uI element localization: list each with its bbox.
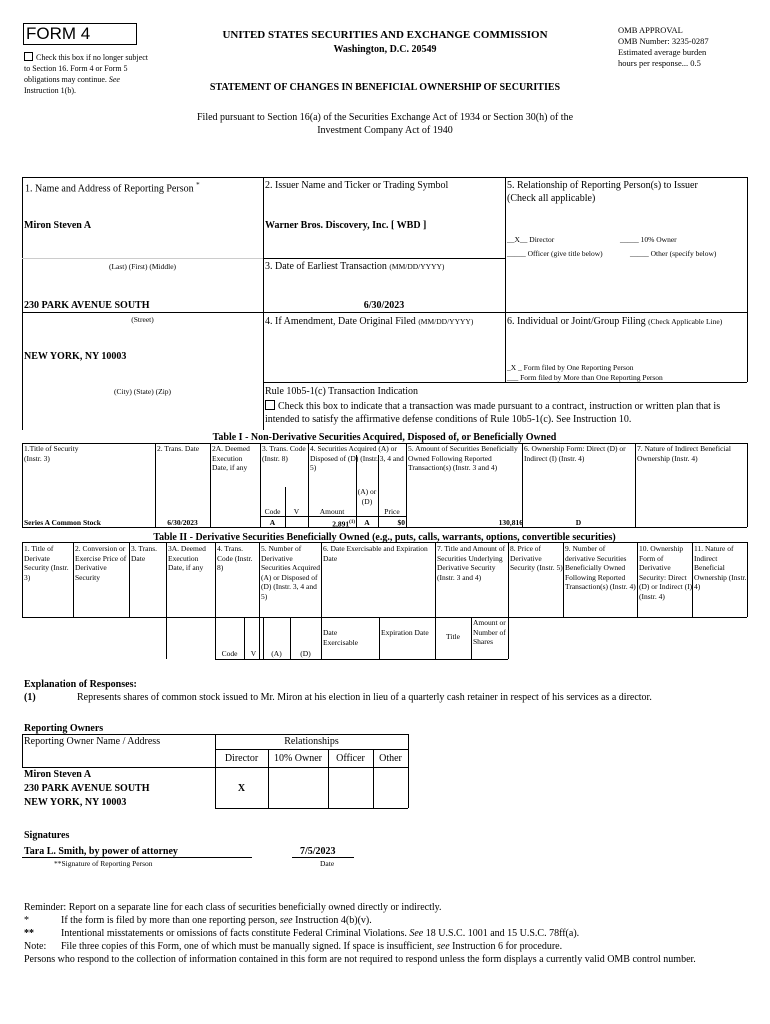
footnote-star-text: If the form is filed by more than one reporting person, see Instruction 4(b)(v). [61, 915, 372, 926]
t2-sub-v: V [250, 649, 257, 658]
filed-pursuant-line2: Investment Company Act of 1940 [317, 125, 453, 136]
section16-checkbox[interactable] [24, 52, 33, 61]
t2-sub-exercisable: Date Exercisable [323, 628, 358, 647]
reporting-person-street: 230 PARK AVENUE SOUTH [24, 300, 150, 311]
footnote-note-label: Note: [24, 941, 47, 952]
omb-title: OMB APPROVAL [618, 25, 683, 35]
persons-respond-text: Persons who respond to the collection of information contained in this form are not required to respond unless the form displays a currently valid OMB control number. [24, 954, 696, 965]
owners-col-other: Other [379, 753, 402, 764]
t1-sub-price: Price [384, 507, 400, 516]
t2-col8-header: 8. Price of Derivative Security (Instr. 5) [510, 544, 563, 572]
t1-col7-header: 7. Nature of Indirect Beneficial Ownership (Instr. 4) [637, 444, 731, 463]
filed-by-more-persons: ___ Form filed by More than One Reporting Person [507, 373, 663, 382]
box4-label: 4. If Amendment, Date Original Filed (MM/DD/YYYY) [265, 316, 474, 327]
reporting-person-city: NEW YORK, NY 10003 [24, 351, 127, 362]
t2-sub-code: Code [221, 649, 238, 658]
signature-date-label: Date [320, 859, 335, 868]
t2-sub-d: (D) [300, 649, 311, 658]
t1-row-owned: 130,816 [498, 518, 523, 527]
t2-col5-header: 5. Number of Derivative Securities Acquired (A) or Disposed of (D) (Instr. 3, 4 and 5) [261, 544, 320, 601]
t1-row-title: Series A Common Stock [24, 518, 101, 527]
relationship-other: _____ Other (specify below) [630, 249, 717, 258]
owners-col-officer: Officer [336, 753, 365, 764]
t1-row-form: D [575, 518, 582, 527]
t1-sub-aord: (A) or (D) [357, 487, 377, 506]
box5-sublabel: (Check all applicable) [507, 193, 596, 204]
box6-label: 6. Individual or Joint/Group Filing (Check Applicable Line) [507, 316, 723, 327]
reporting-owners-title: Reporting Owners [24, 723, 104, 734]
name-parts-label: (Last) (First) (Middle) [108, 262, 177, 271]
t1-col5-header: 5. Amount of Securities Beneficially Owned Following Reported Transaction(s) (Instr. 3 and 4) [408, 444, 518, 472]
box3-label: 3. Date of Earliest Transaction (MM/DD/YYYY) [265, 261, 445, 272]
form-title: FORM 4 [26, 24, 91, 43]
t1-col1-header: 1.Title of Security (Instr. 3) [24, 444, 79, 463]
signer-label: **Signature of Reporting Person [54, 859, 153, 868]
explanation-text: Represents shares of common stock issued to Mr. Miron at his election in lieu of a quarterly cash retainer in respect of his services as a director. [77, 692, 652, 703]
t1-col2-header: 2. Trans. Date [157, 444, 200, 453]
t2-col7-header: 7. Title and Amount of Securities Underlying Derivative Security (Instr. 3 and 4) [437, 544, 506, 582]
omb-hours: hours per response... 0.5 [618, 58, 701, 68]
signatures-title: Signatures [24, 830, 70, 841]
owner-name: Miron Steven A [24, 769, 92, 780]
owners-col-relationships: Relationships [284, 736, 339, 747]
explanation-title: Explanation of Responses: [24, 679, 137, 690]
t2-sub-expiration: Expiration Date [381, 628, 429, 637]
filed-by-one-person: _X _ Form filed by One Reporting Person [507, 363, 634, 372]
t1-col3-header: 3. Trans. Code (Instr. 8) [262, 444, 306, 463]
t1-row-amount: 2,891$^{(1)}$ [332, 519, 355, 529]
issuer-name-ticker: Warner Bros. Discovery, Inc. [ WBD ] [265, 220, 427, 231]
explanation-number: (1) [24, 692, 36, 703]
t1-row-price: $0 [397, 518, 405, 527]
statement-title: STATEMENT OF CHANGES IN BENEFICIAL OWNERSHIP OF SECURITIES [209, 82, 561, 93]
rule-10b5-checkbox[interactable] [265, 400, 275, 410]
t2-sub-title: Title [446, 632, 460, 641]
t2-col4-header: 4. Trans. Code (Instr. 8) [217, 544, 253, 572]
footnote-dstar: ** [24, 928, 34, 939]
owner-city: NEW YORK, NY 10003 [24, 797, 127, 808]
filed-pursuant-line1: Filed pursuant to Section 16(a) of the Securities Exchange Act of 1934 or Section 30(h) of the [196, 112, 574, 123]
owners-col-director: Director [224, 753, 259, 764]
t2-col10-header: 10. Ownership Form of Derivative Security: Direct (D) or Indirect (I) (Instr. 4) [639, 544, 693, 601]
omb-number: OMB Number: 3235-0287 [618, 36, 709, 46]
t2-col2-header: 2. Conversion or Exercise Price of Derivative Security [75, 544, 127, 582]
box1-label: 1. Name and Address of Reporting Person * [25, 181, 200, 195]
footnote-dstar-text: Intentional misstatements or omissions of facts constitute Federal Criminal Violations. See 18 U.S.C. 1001 and 15 U.S.C. 78ff(a). [61, 928, 580, 939]
footnote-star: * [24, 915, 29, 926]
t1-row-date: 6/30/2023 [167, 518, 198, 527]
owner-director-mark: X [237, 783, 246, 794]
owners-col-ten-pct: 10% Owner [273, 753, 323, 764]
agency-name: UNITED STATES SECURITIES AND EXCHANGE COMMISSION [222, 29, 548, 41]
t2-sub-a: (A) [271, 649, 282, 658]
reminder-text: Reminder: Report on a separate line for each class of securities beneficially owned directly or indirectly. [24, 902, 442, 913]
rule-10b5-title: Rule 10b5-1(c) Transaction Indication [265, 386, 419, 397]
t2-col3a-header: 3A. Deemed Execution Date, if any [168, 544, 206, 572]
owners-col-name: Reporting Owner Name / Address [24, 736, 161, 747]
relationship-officer: _____ Officer (give title below) [507, 249, 603, 258]
footnote-note-text: File three copies of this Form, one of which must be manually signed. If space is insufficient, see Instruction 6 for procedure. [61, 941, 563, 952]
city-label: (City) (State) (Zip) [113, 387, 172, 396]
t2-col3-header: 3. Trans. Date [131, 544, 158, 563]
street-label: (Street) [131, 315, 154, 324]
signer-name: Tara L. Smith, by power of attorney [24, 846, 178, 857]
t1-sub-amount: Amount [319, 507, 345, 516]
earliest-transaction-date: 6/30/2023 [363, 300, 405, 311]
reporting-person-name: Miron Steven A [24, 220, 92, 231]
rule-10b5-text: Check this box to indicate that a transaction was made pursuant to a contract, instruction or written plan that is intended to satisfy the affirmative defense conditions of Rule 10b5-1(c). See Instruction 10. [265, 401, 721, 425]
t2-sub-amount: Amount or Number of Shares [473, 618, 506, 646]
relationship-ten-pct-owner: _____ 10% Owner [620, 235, 677, 244]
t1-row-aord: A [364, 518, 370, 527]
relationship-director: __X__ Director [507, 235, 555, 244]
t1-sub-v: V [293, 507, 300, 516]
t1-col2a-header: 2A. Deemed Execution Date, if any [212, 444, 250, 472]
t1-sub-code: Code [264, 507, 281, 516]
t1-col6-header: 6. Ownership Form: Direct (D) or Indirect (I) (Instr. 4) [524, 444, 626, 463]
t2-col1-header: 1. Title of Derivate Security (Instr. 3) [24, 544, 69, 582]
box5-label: 5. Relationship of Reporting Person(s) to Issuer [507, 180, 698, 191]
table2-title: Table II - Derivative Securities Beneficially Owned (e.g., puts, calls, warrants, options, convertible securities) [153, 532, 616, 543]
t2-col11-header: 11. Nature of Indirect Beneficial Ownership (Instr. 4) [694, 544, 747, 591]
t1-row-code: A [269, 518, 276, 527]
omb-approval [618, 25, 758, 69]
signature-date: 7/5/2023 [300, 846, 336, 857]
omb-burden: Estimated average burden [618, 47, 707, 57]
t2-col9-header: 9. Number of derivative Securities Beneficially Owned Following Reported Transaction(s) (Instr. 4) [565, 544, 636, 591]
agency-location: Washington, D.C. 20549 [333, 44, 437, 55]
table1-title: Table I - Non-Derivative Securities Acquired, Disposed of, or Beneficially Owned [212, 432, 557, 443]
section16-checkbox-note: Check this box if no longer subject to Section 16. Form 4 or Form 5 obligations may continue. See Instruction 1(b). [24, 53, 148, 95]
box2-label: 2. Issuer Name and Ticker or Trading Symbol [265, 180, 449, 191]
t2-col6-header: 6. Date Exercisable and Expiration Date [323, 544, 428, 563]
owner-street: 230 PARK AVENUE SOUTH [24, 783, 150, 794]
t1-col4-header: 4. Securities Acquired (A) or Disposed of (D) (Instr. 3, 4 and 5) [310, 444, 404, 472]
